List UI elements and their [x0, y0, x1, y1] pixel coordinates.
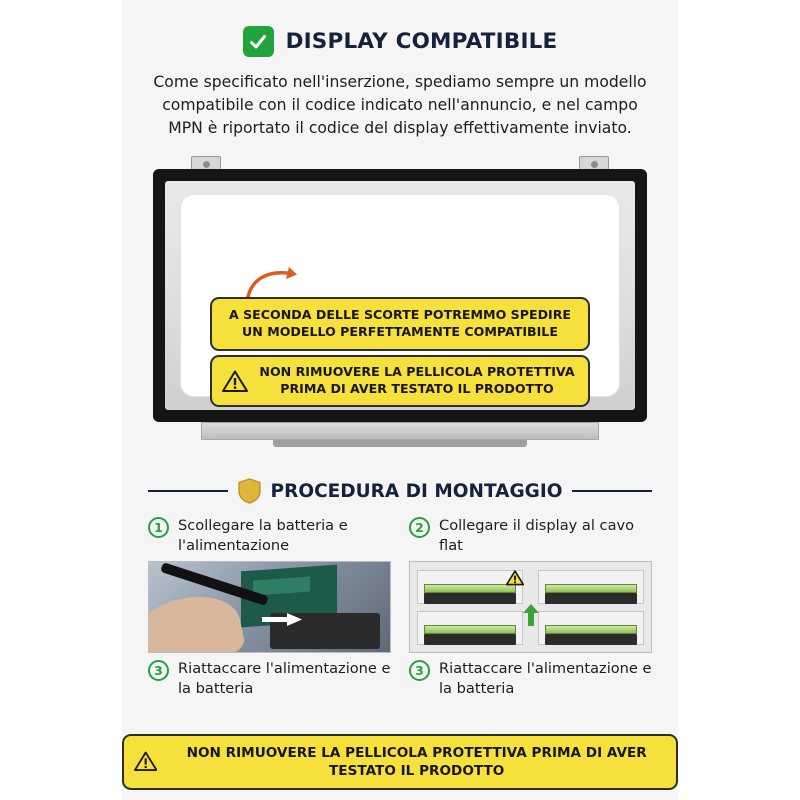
check-icon	[243, 26, 274, 57]
left-margin	[0, 0, 122, 800]
display-bottom-foot	[273, 440, 527, 447]
flat-cable-connector-photo	[409, 561, 652, 653]
divider-left	[148, 490, 228, 492]
shield-icon	[238, 478, 261, 504]
content-panel	[122, 0, 678, 800]
mount-tab-left	[191, 156, 221, 170]
step-number: 1	[148, 517, 169, 538]
flat-cable-strip-d	[545, 625, 637, 634]
step-text: Scollegare la batteria e l'alimentazione	[178, 517, 348, 554]
connector-block-a	[424, 593, 516, 604]
step-text: Riattaccare l'alimentazione e la batteria	[178, 660, 391, 697]
connector-block-c	[424, 634, 516, 645]
procedure-header	[148, 478, 652, 504]
procedure-title: PROCEDURA DI MONTAGGIO	[270, 480, 563, 502]
film-warning-callout	[210, 355, 590, 407]
step-number: 2	[409, 517, 430, 538]
warning-triangle-icon	[134, 748, 157, 775]
laptop-internals-photo	[148, 561, 391, 653]
mount-tab-right	[579, 156, 609, 170]
hand-shape	[148, 588, 246, 653]
warning-triangle-icon	[506, 570, 524, 586]
display-bezel	[165, 181, 635, 410]
display-bottom-strip	[201, 422, 599, 440]
flat-cable-strip-a	[424, 584, 516, 593]
compatibility-callout: A SECONDA DELLE SCORTE POTREMMO SPEDIRE UN MODELLO PERFETTAMENTE COMPATIBILE	[210, 297, 590, 351]
bottom-warning-text: NON RIMUOVERE LA PELLICOLA PROTETTIVA PRIMA DI AVER TESTATO IL PRODOTTO	[186, 744, 647, 779]
flat-cable-strip-b	[545, 584, 637, 593]
divider-right	[572, 490, 652, 492]
display-illustration	[153, 156, 647, 456]
film-warning-text: NON RIMUOVERE LA PELLICOLA PROTETTIVA PRIMA DI AVER TESTATO IL PRODOTTO	[259, 364, 575, 397]
procedure-steps	[148, 516, 652, 698]
step-number: 3	[148, 660, 169, 681]
connector-block-d	[545, 634, 637, 645]
intro-text: Come specificato nell'inserzione, spediamo sempre un modello compatibile con il codice indicato nell'annuncio, e nel campo MPN è riportato il codice del display effettivamente inviato.	[153, 73, 647, 138]
right-margin	[678, 0, 800, 800]
warning-triangle-icon	[222, 370, 248, 393]
flat-cable-strip-c	[424, 625, 516, 634]
step-2	[409, 516, 652, 555]
bottom-warning-banner	[122, 734, 678, 790]
display-panel	[153, 169, 647, 422]
header	[122, 0, 678, 57]
step-text: Collegare il display al cavo flat	[439, 517, 635, 554]
connector-block-b	[545, 593, 637, 604]
step-number: 3	[409, 660, 430, 681]
white-arrow-icon	[262, 613, 302, 626]
page-title: DISPLAY COMPATIBILE	[285, 29, 558, 54]
step-1	[148, 516, 391, 555]
step-3-right	[409, 659, 652, 698]
step-text: Riattaccare l'alimentazione e la batteria	[439, 660, 652, 697]
step-3-left	[148, 659, 391, 698]
up-arrow-icon	[523, 604, 539, 626]
